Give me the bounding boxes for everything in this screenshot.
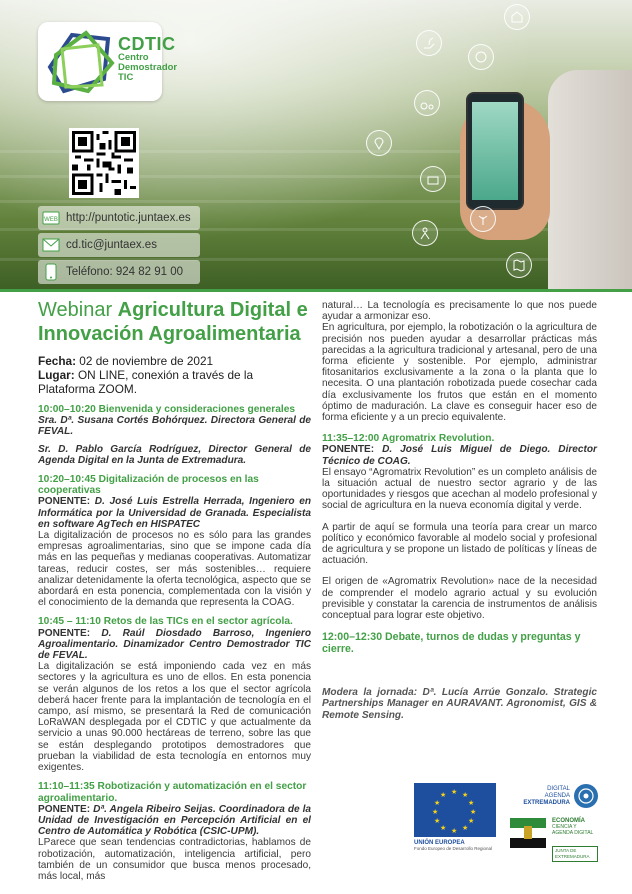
session-2-title: 10:20–10:45 Digitalización de procesos en las cooperativas xyxy=(38,474,259,497)
farm-icon xyxy=(504,4,530,30)
mail-icon xyxy=(42,236,60,254)
logo-line1: Centro xyxy=(118,52,149,63)
session-2-body: La digitalización de procesos no es sólo para las grandes empresas agroalimentarias, sino que se impone cada día más en las pequeñas y medianas cooperativas. Automatizar tareas, reducir costes, ser más sostenibles… requiere analizar detenidamente la oferta tecnológica, aspecto que se abordará en esta ponencia, complementada con la visión y el conocimiento de la demanda que representa la COAG. xyxy=(38,530,311,609)
contact-list xyxy=(38,206,200,287)
contact-phone[interactable] xyxy=(38,260,200,284)
session-5-speaker: PONENTE: D. José Luis Miguel de Diego. Director Técnico de COAG. xyxy=(322,444,597,467)
wheat-badge-icon xyxy=(468,44,494,70)
session-5-body: El ensayo “Agromatrix Revolution” es un completo análisis de la situación actual de nuestro sector agrario y de las oportunidades y riesgos que acechan al modelo profesional y social de agricultura en la nueva economía digital y verde. xyxy=(322,466,597,512)
session-3-body: La digitalización se está imponiendo cada vez en más sectores y la agricultura es uno de ellos. En esta ponencia se verán algunos de los retos a los que el sector agrícola deberá hacer frente para la implantación de tecnología en el campo, así mismo, se presentará la Red de comunicación LoRaWAN desplegada por el CDTIC y que actualmente da servicio a unas 90.000 hectáreas de terreno, sobre las que se están desplegando prototipos demostradores que prueban la viabilidad de esta tecnología en entornos muy exigentes. xyxy=(38,661,311,774)
farmer-icon xyxy=(412,220,438,246)
logo-line2: Demostrador xyxy=(118,62,178,73)
session-1-speaker-1: Sra. Dª. Susana Cortés Bohórquez. Directora General de FEVAL. xyxy=(38,415,311,438)
eu-label: UNIÓN EUROPEA xyxy=(414,840,465,846)
phone-icon xyxy=(42,263,60,281)
left-column xyxy=(38,298,311,882)
session-4-body-2: En agricultura, por ejemplo, la robotización o la agricultura de precisión nos pueden ayudar a desarrollar prácticas más parecidas a la agricultura tradicional y artesanal, pero de una forma eficiente y sostenible. Por ejemplo, administrar fitosanitarios exclusivamente a la zona o la planta que lo necesita. O una plantación robotizada puede cosechar cada día exclusivamente los frutos que están en el momento óptimo de maduración. La clave es conseguir hacer eso de forma eficiente y a un precio equivalente. xyxy=(322,322,597,424)
contact-web-text: http://puntotic.juntaex.es xyxy=(66,212,191,224)
hero-banner xyxy=(0,0,632,292)
smartphone-icon xyxy=(466,92,524,210)
web-icon xyxy=(42,209,60,227)
session-1-speaker-2: Sr. D. Pablo García Rodríguez, Director General de Agenda Digital en la Junta de Extremadura. xyxy=(38,443,311,466)
eu-flag-icon: ★ ★ ★ ★ ★ ★ ★ ★ ★ ★ ★ ★ xyxy=(414,783,496,837)
moderator: Modera la jornada: Dª. Lucía Arrúe Gonzalo. Strategic Partnerships Manager en AURAVANT. Agronomist, GIS & Remote Sensing. xyxy=(322,687,597,721)
logo-line3: TIC xyxy=(118,72,134,83)
extremadura-flag-icon xyxy=(510,818,546,848)
logo-mark-icon xyxy=(42,27,118,97)
growth-icon xyxy=(470,206,496,232)
page-title: Webinar Agricultura Digital e Innovación Agroalimentaria xyxy=(38,299,308,345)
session-4-body-start: LParece que sean tendencias contradictorias, hablamos de robotización, automatización, inteligencia artificial, pero también de un consumidor que busca menos procesado, más local, más xyxy=(38,837,311,882)
location-pin-icon xyxy=(366,130,392,156)
contact-mail-text: cd.tic@juntaex.es xyxy=(66,239,157,251)
session-5-body-2: A partir de aquí se formula una teoría para crear un marco político y económico favorable al modelo social y profesional de agricultura y se propone un listado de políticas y líneas de actuación. xyxy=(322,521,597,567)
plant-hand-icon xyxy=(416,30,442,56)
crop-box-icon xyxy=(420,166,446,192)
right-column xyxy=(322,300,597,721)
logo-title: CDTIC xyxy=(118,34,176,54)
digital-agenda-icon xyxy=(573,783,599,809)
map-icon xyxy=(506,252,532,278)
tractor-icon xyxy=(414,90,440,116)
eu-sublabel: Fondo Europeo de Desarrollo Regional xyxy=(414,846,493,851)
session-3-speaker: PONENTE: D. Raúl Diosdado Barroso, Ingeniero Agroalimentario. Dinamizador Centro Demostrador TIC de FEVAL. xyxy=(38,627,311,662)
session-5-body-3: El origen de «Agromatrix Revolution» nace de la necesidad de comprender el modelo agrario actual y su evolución previsible y constatar la carencia de instrumentos de análisis conceptual para lograr este objetivo. xyxy=(322,576,597,622)
smartphone-illustration xyxy=(372,0,632,292)
svg-text:WEB: WEB xyxy=(44,217,58,223)
session-4-speaker: PONENTE: Dª. Angela Ribeiro Seijas. Coordinadora de la Unidad de Investigación en Percepción Artificial en el Centro de Automática y Robótica (CSIC-UPM). xyxy=(38,803,311,838)
session-3-title: 10:45 – 11:10 Retos de las TICs en el sector agrícola. xyxy=(38,616,293,628)
session-4-title: 11:10–11:35 Robotización y automatización en el sector agroalimentario. xyxy=(38,781,307,804)
event-place: Lugar: ON LINE, conexión a través de la Plataforma ZOOM. xyxy=(38,368,254,396)
session-4-body-cont: natural… La tecnología es precisamente lo que nos puede ayudar a armonizar eso. xyxy=(322,300,597,323)
contact-mail[interactable] xyxy=(38,233,200,257)
contact-phone-text: Teléfono: 924 82 91 00 xyxy=(66,266,184,278)
digital-agenda-logo: DIGITAL AGENDA EXTREMADURA xyxy=(507,783,599,809)
session-6-title: 12:00–12:30 Debate, turnos de dudas y preguntas y cierre. xyxy=(322,631,581,656)
cdtic-logo xyxy=(38,22,178,101)
eu-logo xyxy=(414,783,496,855)
session-1-title: 10:00–10:20 Bienvenida y consideraciones generales xyxy=(38,404,296,415)
qr-code[interactable] xyxy=(69,128,139,198)
contact-web[interactable] xyxy=(38,206,200,230)
economia-logo: ECONOMÍA CIENCIA Y AGENDA DIGITAL JUNTA DE EXTREMADURA xyxy=(552,818,598,862)
event-date: Fecha: 02 de noviembre de 2021 xyxy=(38,354,214,368)
session-2-speaker: PONENTE: D. José Luis Estrella Herrada, Ingeniero en Informática por la Universidad de Granada. Especialista en software AgTech en HISPATEC xyxy=(38,496,311,530)
session-5-title: 11:35–12:00 Agromatrix Revolution. xyxy=(322,433,495,445)
